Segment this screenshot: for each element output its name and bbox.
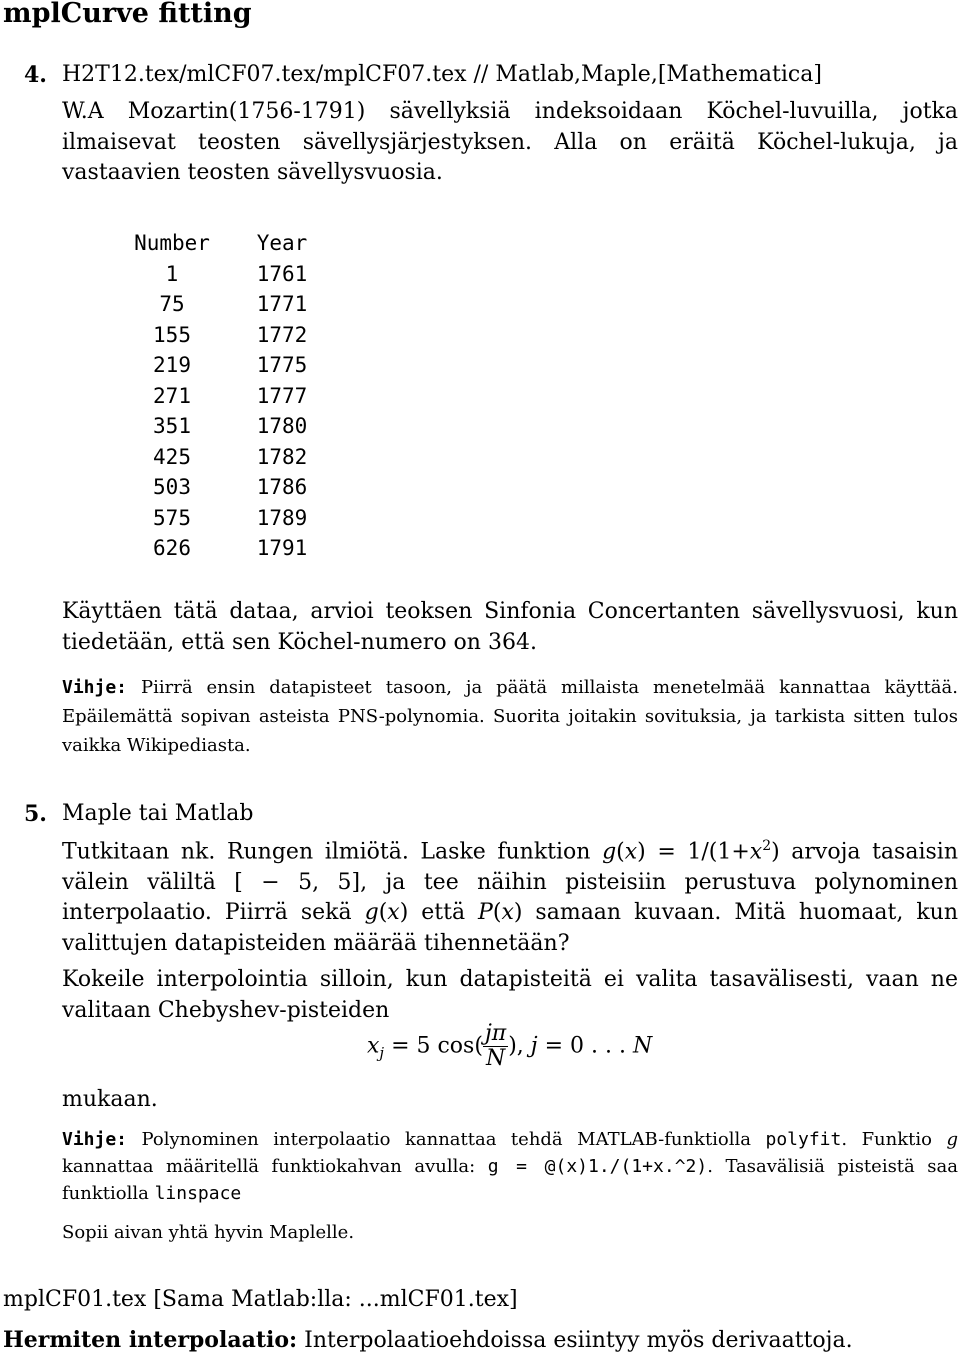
- text-run: kannattaa määritellä funktiokahvan avulla:: [62, 1156, 488, 1177]
- hint-label: Vihje:: [62, 1129, 128, 1150]
- table-row: [112, 442, 332, 473]
- exercise-4-question: Käyttäen tätä dataa, arvioi teoksen Sinfonia Concertanten sävellysvuosi, kun tiedetään, että sen Köchel-numero on 364.: [62, 599, 958, 655]
- hermite-label: Hermiten interpolaatio:: [3, 1327, 298, 1353]
- table-cell-year: 1791: [256, 536, 308, 561]
- text-run: (: [616, 839, 625, 865]
- math-x: x: [367, 1033, 380, 1059]
- exercise-5-paragraph-2: Kokeile interpolointia silloin, kun datapisteitä ei valita tasavälisesti, vaan ne valitaan Chebyshev-pisteiden: [62, 967, 958, 1023]
- table-cell-year: 1772: [256, 322, 308, 347]
- math-P: P: [478, 900, 493, 926]
- table-header-row: [112, 228, 332, 259]
- table-row: [112, 289, 332, 320]
- code-linspace: linspace: [154, 1183, 242, 1204]
- hint-label: Vihje:: [62, 677, 128, 698]
- text-run: ) arvoja tasaisin välein väliltä [ − 5, 5], ja tee näihin pisteisiin perustuva polynominen interpolaatio. Piirrä sekä: [62, 839, 958, 926]
- exercise-4-intro: W.A Mozartin(1756-1791) sävellyksiä indeksoidaan Köchel-luvuilla, jotka ilmaisevat teosten sävellysjärjestyksen. Alla on eräitä Köchel-lukuja, ja vastaavien teosten sävellysvuosia.: [62, 99, 958, 185]
- math-subscript-j: j: [379, 1044, 385, 1063]
- exercise-4-number: 4.: [24, 62, 47, 88]
- table-cell-number: 425: [153, 444, 191, 469]
- text-run: ) = 1/(1+: [637, 839, 750, 865]
- exercise-5-number: 5.: [24, 801, 47, 827]
- text-run: . Funktio: [841, 1129, 947, 1150]
- table-cell-number: 75: [159, 292, 185, 317]
- exercise-4-source: H2T12.tex/mlCF07.tex/mplCF07.tex // Matlab,Maple,[Mathematica]: [62, 62, 822, 87]
- hermite-text: Interpolaatioehdoissa esiintyy myös derivaattoja.: [297, 1328, 853, 1353]
- table-cell-year: 1761: [256, 261, 308, 286]
- table-cell-number: 155: [153, 322, 191, 347]
- table-cell-number: 503: [153, 475, 191, 500]
- math-x: x: [501, 900, 514, 926]
- fraction-numerator: jπ: [484, 1021, 507, 1046]
- table-row: [112, 411, 332, 442]
- hint-text: Piirrä ensin datapisteet tasoon, ja päätä millaista menetelmää kannattaa käyttää. Epäilemättä sopivan asteista PNS-polynomia. Suorita joitakin sovituksia, ja tarkista sitten tulos vaikka Wikipediasta.: [62, 677, 958, 756]
- table-row: [112, 259, 332, 290]
- exercise-5-hint: [62, 1126, 958, 1207]
- table-cell-year: 1777: [256, 383, 308, 408]
- table-cell-year: 1775: [256, 353, 308, 378]
- exercise-5-paragraph-1: [62, 831, 958, 959]
- text-run: Polynominen interpolaatio kannattaa tehdä MATLAB-funktiolla: [141, 1129, 766, 1150]
- text-run: ) että: [399, 900, 479, 926]
- exercise-4-hint: [62, 673, 958, 760]
- table-cell-year: 1782: [256, 444, 308, 469]
- exercise-5-paragraph-3: mukaan.: [62, 1087, 158, 1112]
- maple-note: Sopii aivan yhtä hyvin Maplelle.: [62, 1222, 355, 1243]
- math-N: N: [633, 1033, 653, 1059]
- code-polyfit: polyfit: [765, 1129, 842, 1150]
- table-cell-number: 219: [153, 353, 191, 378]
- math-text: ),: [508, 1033, 531, 1059]
- table-cell-number: 1: [165, 261, 179, 286]
- table-cell-year: 1780: [256, 414, 308, 439]
- text-run: (: [492, 900, 502, 926]
- text-run: (: [378, 900, 388, 926]
- table-cell-year: 1771: [256, 292, 308, 317]
- table-cell-number: 271: [153, 383, 191, 408]
- table-cell-number: 626: [153, 536, 191, 561]
- table-row: [112, 381, 332, 412]
- kochel-table: [112, 228, 332, 564]
- math-x: x: [749, 839, 763, 865]
- math-g: g: [602, 839, 617, 865]
- table-row: [112, 472, 332, 503]
- math-x: x: [624, 839, 638, 865]
- table-cell-number: 351: [153, 414, 191, 439]
- table-row: [112, 503, 332, 534]
- exercise-5-subtitle: Maple tai Matlab: [62, 801, 254, 826]
- code-function-handle: g = @(x)1./(1+x.^2): [487, 1156, 708, 1177]
- hermite-note: [3, 1327, 853, 1353]
- math-exponent: 2: [762, 838, 772, 854]
- text-run: . Tasavälisiä pisteistä saa funktiolla: [62, 1156, 958, 1204]
- table-row: [112, 533, 332, 564]
- table-cell-year: 1789: [256, 505, 308, 530]
- fraction-denominator: N: [485, 1046, 506, 1072]
- chebyshev-formula: [367, 1022, 652, 1071]
- math-fraction: [483, 1022, 508, 1071]
- column-header-year: Year: [256, 231, 308, 256]
- math-x: x: [387, 900, 400, 926]
- math-text: = 5 cos(: [384, 1033, 483, 1059]
- page-title: mplCurve fitting: [3, 0, 252, 29]
- math-text: = 0 . . .: [537, 1033, 633, 1059]
- text-run: Tutkitaan nk. Rungen ilmiötä. Laske funktion: [62, 839, 603, 865]
- math-j: j: [530, 1033, 538, 1059]
- table-cell-number: 575: [153, 505, 191, 530]
- math-g: g: [946, 1129, 958, 1150]
- table-row: [112, 320, 332, 351]
- math-g: g: [364, 900, 379, 926]
- column-header-number: Number: [134, 231, 210, 256]
- source-reference: mplCF01.tex [Sama Matlab:lla: ...mlCF01.tex]: [3, 1287, 518, 1312]
- table-row: [112, 350, 332, 381]
- table-cell-year: 1786: [256, 475, 308, 500]
- text-run: ) samaan kuvaan. Mitä huomaat, kun valittujen datapisteiden määrää tihennetään?: [62, 900, 958, 956]
